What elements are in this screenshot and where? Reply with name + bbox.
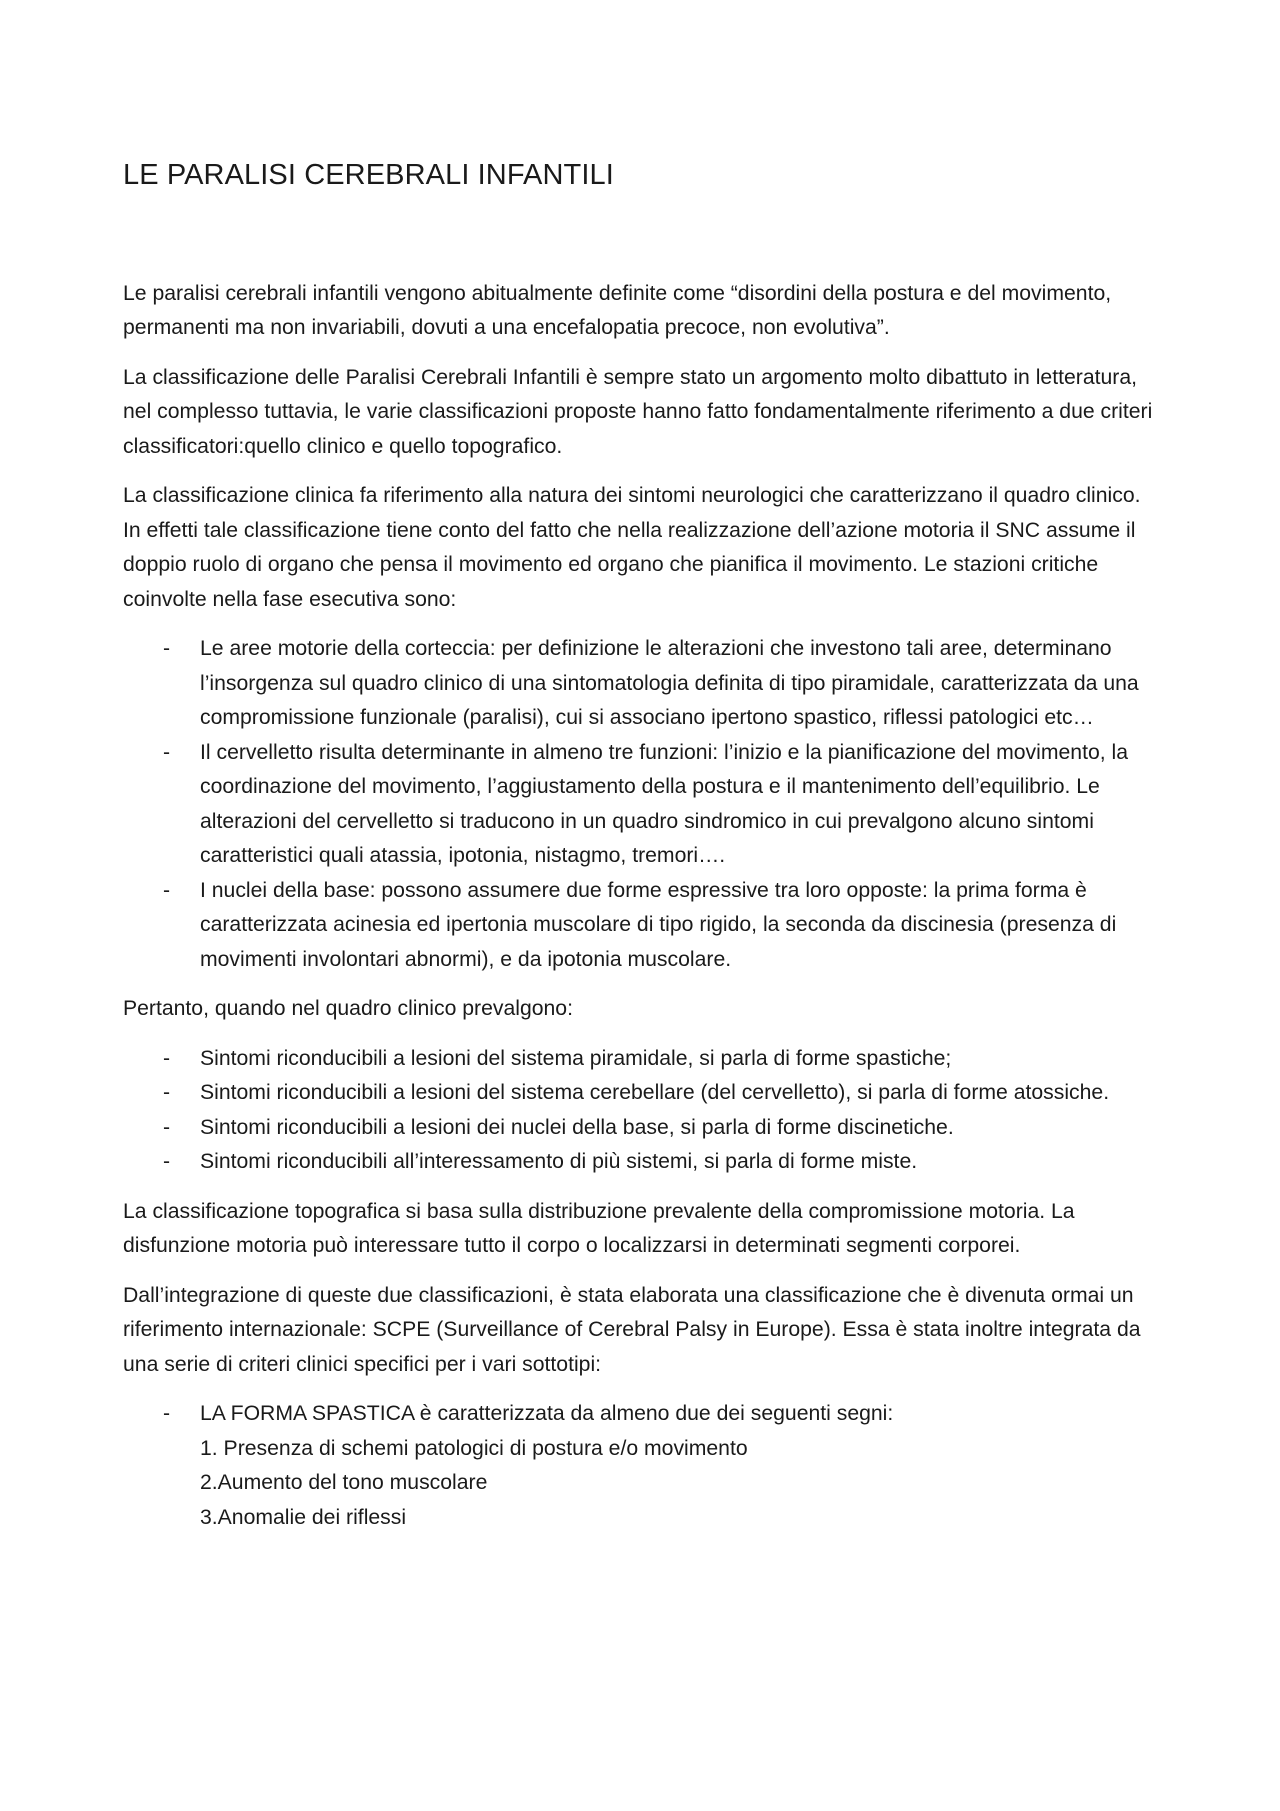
spastic-sign: 1. Presenza di schemi patologici di postura e/o movimento (200, 1436, 748, 1460)
paragraph-scpe-classification: Dall’integrazione di queste due classificazioni, è stata elaborata una classificazione che è divenuta ormai un riferimento internazionale: SCPE (Surveillance of Cerebral Palsy in Europe). Essa è stata inoltre integrata da una serie di criteri clinici specifici per i vari sottotipi: (123, 1283, 1141, 1376)
list-item: - Sintomi riconducibili a lesioni dei nuclei della base, si parla di forme discinetiche. (123, 1111, 1163, 1146)
paragraph-clinical-classification: La classificazione clinica fa riferimento alla natura dei sintomi neurologici che caratterizzano il quadro clinico. In effetti tale classificazione tiene conto del fatto che nella realizzazione dell’azione motoria il SNC assume il doppio ruolo di organo che pensa il movimento ed organo che pianifica il movimento. Le stazioni critiche coinvolte nella fase esecutiva sono: (123, 484, 1141, 611)
list-clinical-forms (123, 1042, 1163, 1180)
paragraph-classification-intro: La classificazione delle Paralisi Cerebrali Infantili è sempre stato un argomento molto dibattuto in letteratura, nel complesso tuttavia, le varie classificazioni proposte hanno fatto fondamentalmente riferimento a due criteri classificatori:quello clinico e quello topografico. (123, 365, 1153, 458)
paragraph-topographic-classification: La classificazione topografica si basa sulla distribuzione prevalente della compromissione motoria. La disfunzione motoria può interessare tutto il corpo o localizzarsi in determinati segmenti corporei. (123, 1199, 1075, 1258)
list-item: - Il cervelletto risulta determinante in almeno tre funzioni: l’inizio e la pianificazione del movimento, la coordinazione del movimento, l’aggiustamento della postura e il mantenimento dell’equilibrio. Le alterazioni del cervelletto si traducono in un quadro sindromico in cui prevalgono alcuno sintomi caratteristici quali atassia, ipotonia, nistagmo, tremori…. (123, 736, 1163, 874)
paragraph-therefore: Pertanto, quando nel quadro clinico prevalgono: (123, 997, 573, 1021)
spastic-sign: 2.Aumento del tono muscolare (200, 1471, 488, 1495)
spastic-sign: 3.Anomalie dei riflessi (200, 1505, 407, 1529)
list-critical-stations (123, 632, 1163, 977)
list-item: - I nuclei della base: possono assumere due forme espressive tra loro opposte: la prima forma è caratterizzata acinesia ed ipertonia muscolare di tipo rigido, la seconda da discinesia (presenza di movimenti involontari abnormi), e da ipotonia muscolare. (123, 874, 1163, 978)
list-item: - Sintomi riconducibili all’interessamento di più sistemi, si parla di forme miste. (123, 1145, 1163, 1180)
list-item: - Le aree motorie della corteccia: per definizione le alterazioni che investono tali aree, determinano l’insorgenza sul quadro clinico di una sintomatologia definita di tipo piramidale, caratterizzata da una compromissione funzionale (paralisi), cui si associano ipertono spastico, riflessi patologici etc… (123, 632, 1163, 736)
paragraph-definition: Le paralisi cerebrali infantili vengono abitualmente definite come “disordini della postura e del movimento, permanenti ma non invariabili, dovuti a una encefalopatia precoce, non evolutiva”. (123, 281, 1112, 340)
document-page (123, 158, 1163, 1550)
list-item-spastic-form (123, 1397, 1163, 1535)
document-title: LE PARALISI CEREBRALI INFANTILI (123, 159, 614, 191)
list-item: - Sintomi riconducibili a lesioni del sistema piramidale, si parla di forme spastiche; (123, 1042, 1163, 1077)
list-item: - Sintomi riconducibili a lesioni del sistema cerebellare (del cervelletto), si parla di forme atossiche. (123, 1076, 1163, 1111)
list-spastic-form (123, 1397, 1163, 1535)
spastic-form-heading: - LA FORMA SPASTICA è caratterizzata da almeno due dei seguenti segni: (200, 1402, 894, 1426)
